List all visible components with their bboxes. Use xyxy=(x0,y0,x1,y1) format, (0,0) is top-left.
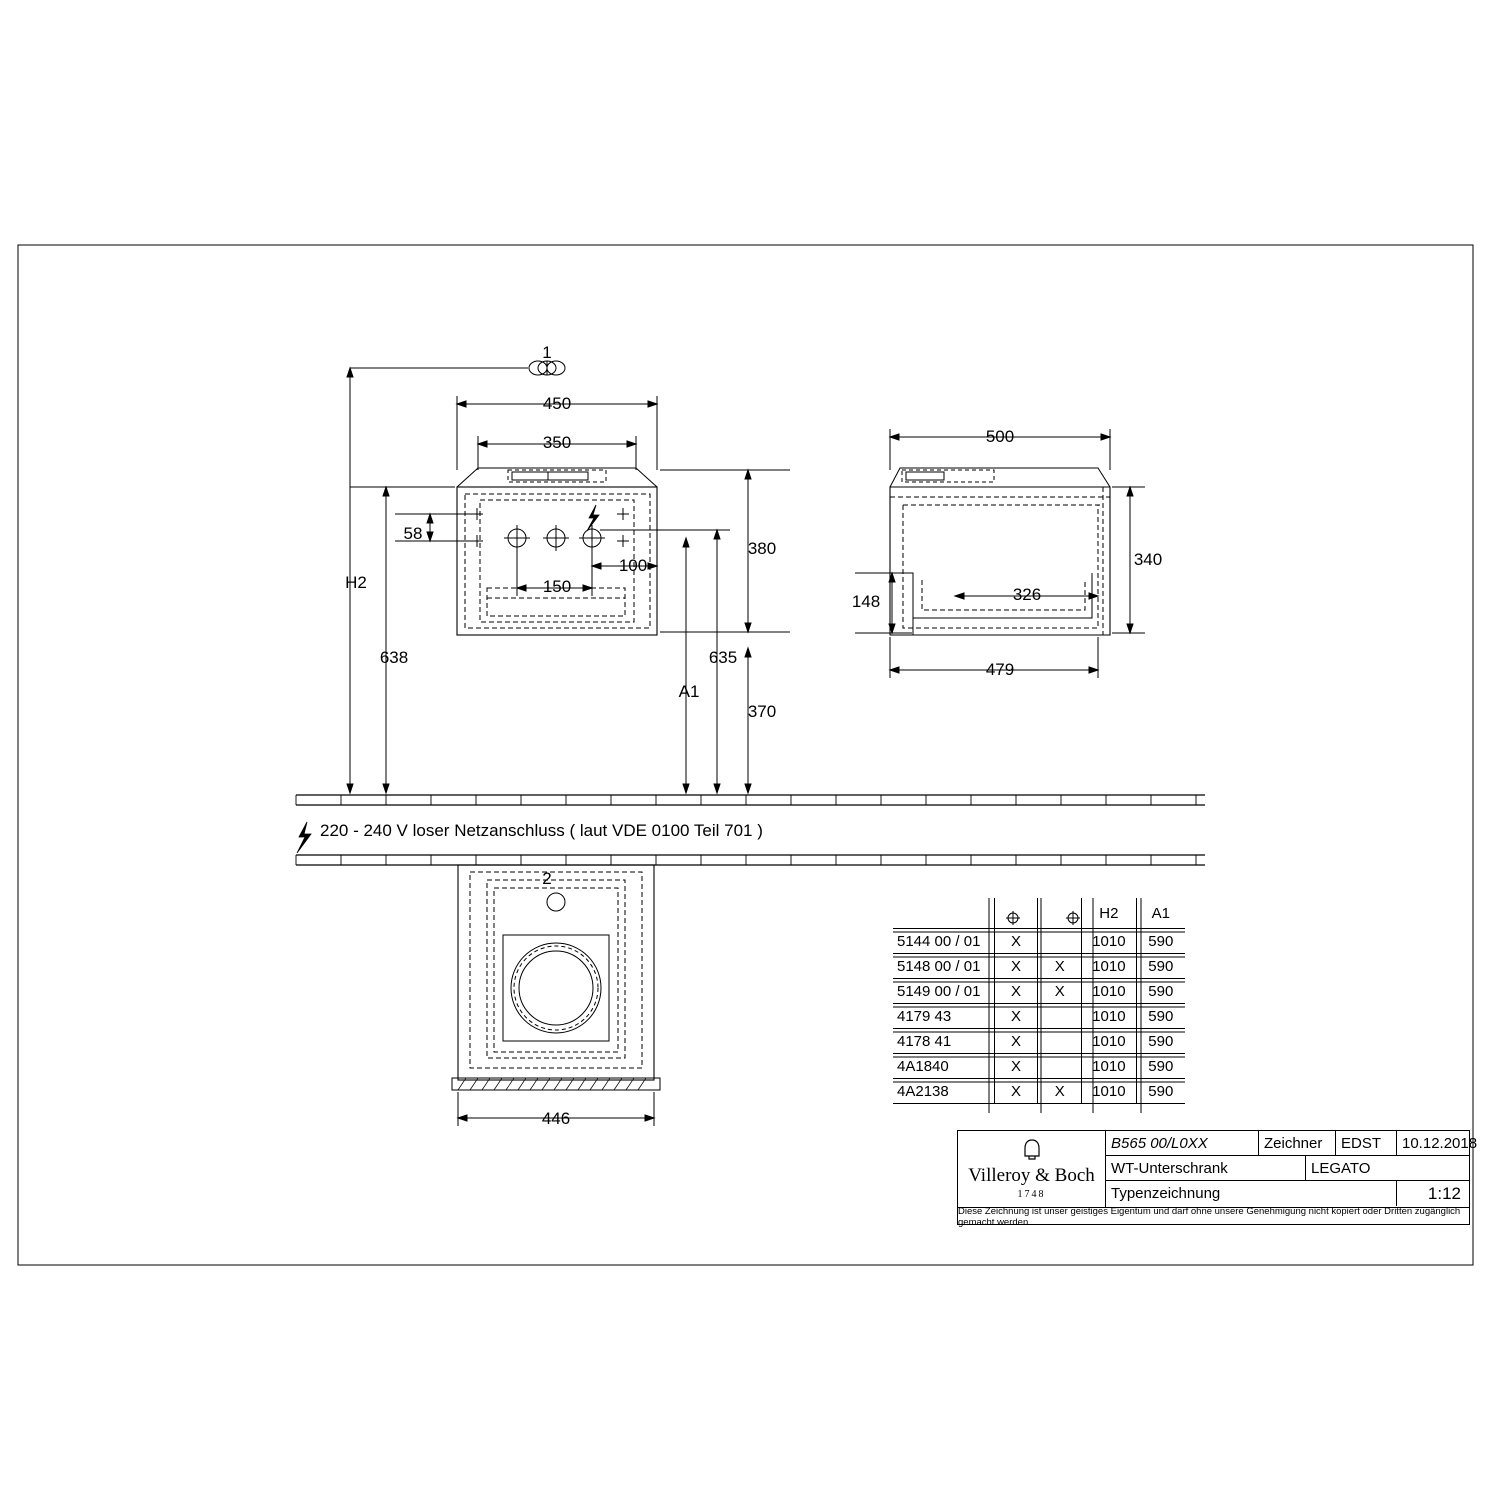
dim-150-label: 150 xyxy=(542,577,572,596)
spec-row-a1: 590 xyxy=(1136,1029,1185,1054)
brand-name: Villeroy & Boch xyxy=(968,1165,1095,1186)
dim-450-label: 450 xyxy=(542,394,572,413)
spec-row-name: 5144 00 / 01 xyxy=(893,929,994,954)
spec-row-c2: X xyxy=(1038,1079,1082,1104)
drawer-label: Zeichner xyxy=(1264,1134,1323,1152)
spec-row-a1: 590 xyxy=(1136,954,1185,979)
table-row xyxy=(893,954,1185,979)
dim-380-label: 380 xyxy=(747,539,777,558)
drawer-name: EDST xyxy=(1341,1134,1382,1152)
spec-table-header-row xyxy=(893,898,1185,929)
spec-row-c2 xyxy=(1038,1029,1082,1054)
spec-row-name: 4178 41 xyxy=(893,1029,994,1054)
dim-326-label: 326 xyxy=(1012,585,1042,604)
spec-row-c2 xyxy=(1038,929,1082,954)
spec-header-h2: H2 xyxy=(1082,898,1136,929)
spec-row-name: 4A2138 xyxy=(893,1079,994,1104)
spec-header-blank xyxy=(893,898,994,929)
spec-row-h2: 1010 xyxy=(1082,1079,1136,1104)
spec-row-h2: 1010 xyxy=(1082,954,1136,979)
spec-row-c1: X xyxy=(994,954,1038,979)
dim-370-label: 370 xyxy=(747,702,777,721)
table-row xyxy=(893,1029,1185,1054)
dim-350-label: 350 xyxy=(542,433,572,452)
spec-row-h2: 1010 xyxy=(1082,1054,1136,1079)
title-row-3 xyxy=(1106,1181,1469,1206)
spec-row-c1: X xyxy=(994,929,1038,954)
dim-h2-label: H2 xyxy=(345,573,367,592)
spec-row-c1: X xyxy=(994,1004,1038,1029)
table-row xyxy=(893,1004,1185,1029)
spec-row-a1: 590 xyxy=(1136,979,1185,1004)
spec-row-c2: X xyxy=(1038,979,1082,1004)
spec-row-name: 4A1840 xyxy=(893,1054,994,1079)
dim-638-label: 638 xyxy=(379,648,409,667)
spec-row-c2 xyxy=(1038,1004,1082,1029)
dim-446-label: 446 xyxy=(541,1109,571,1128)
spec-row-a1: 590 xyxy=(1136,1079,1185,1104)
spec-row-c1: X xyxy=(994,1054,1038,1079)
dim-635-label: 635 xyxy=(708,648,738,667)
product-name: WT-Unterschrank xyxy=(1111,1159,1228,1177)
scale: 1:12 xyxy=(1427,1183,1461,1203)
spec-row-c2 xyxy=(1038,1054,1082,1079)
spec-row-c1: X xyxy=(994,1029,1038,1054)
spec-row-name: 5148 00 / 01 xyxy=(893,954,994,979)
drawing-date: 10.12.2018 xyxy=(1402,1134,1478,1152)
dim-148-label: 148 xyxy=(851,592,881,611)
callout-1-label: 1 xyxy=(542,343,552,362)
title-row-1 xyxy=(1106,1131,1478,1156)
table-row xyxy=(893,929,1185,954)
spec-row-name: 5149 00 / 01 xyxy=(893,979,994,1004)
table-row xyxy=(893,979,1185,1004)
spec-row-a1: 590 xyxy=(1136,1004,1185,1029)
spec-row-c2: X xyxy=(1038,954,1082,979)
dim-500-label: 500 xyxy=(985,427,1015,446)
article-number: B565 00/L0XX xyxy=(1111,1134,1208,1152)
dim-340-label: 340 xyxy=(1133,550,1163,569)
title-block xyxy=(957,1130,1478,1228)
spec-header-1 xyxy=(994,898,1038,929)
copyright-note: Diese Zeichnung ist unser geistiges Eigentum und darf ohne unsere Genehmigung nicht kopiert oder Dritten zugänglich gemacht werden. xyxy=(958,1207,1469,1225)
spec-row-h2: 1010 xyxy=(1082,1029,1136,1054)
dim-58-label: 58 xyxy=(403,524,423,543)
spec-row-c1: X xyxy=(994,1079,1038,1104)
dim-a1-label: A1 xyxy=(678,682,700,701)
series-name: LEGATO xyxy=(1311,1159,1371,1177)
brand-logo xyxy=(958,1131,1106,1207)
spec-row-h2: 1010 xyxy=(1082,929,1136,954)
callout-2-label: 2 xyxy=(542,869,552,888)
spec-table xyxy=(893,898,1185,1113)
electric-note: 220 - 240 V loser Netzanschluss ( laut VDE 0100 Teil 701 ) xyxy=(320,821,763,840)
spec-row-a1: 590 xyxy=(1136,929,1185,954)
dim-479-label: 479 xyxy=(985,660,1015,679)
spec-row-name: 4179 43 xyxy=(893,1004,994,1029)
spec-row-a1: 590 xyxy=(1136,1054,1185,1079)
doc-type: Typenzeichnung xyxy=(1111,1185,1221,1202)
spec-header-2 xyxy=(1038,898,1082,929)
brand-year: 1748 xyxy=(1017,1189,1046,1200)
title-row-2 xyxy=(1106,1156,1469,1181)
spec-row-c1: X xyxy=(994,979,1038,1004)
spec-row-h2: 1010 xyxy=(1082,1004,1136,1029)
spec-row-h2: 1010 xyxy=(1082,979,1136,1004)
villeroy-boch-mark-icon xyxy=(1019,1138,1045,1162)
dim-100-label: 100 xyxy=(618,556,648,575)
spec-header-a1: A1 xyxy=(1136,898,1185,929)
table-row xyxy=(893,1054,1185,1079)
table-row xyxy=(893,1079,1185,1104)
